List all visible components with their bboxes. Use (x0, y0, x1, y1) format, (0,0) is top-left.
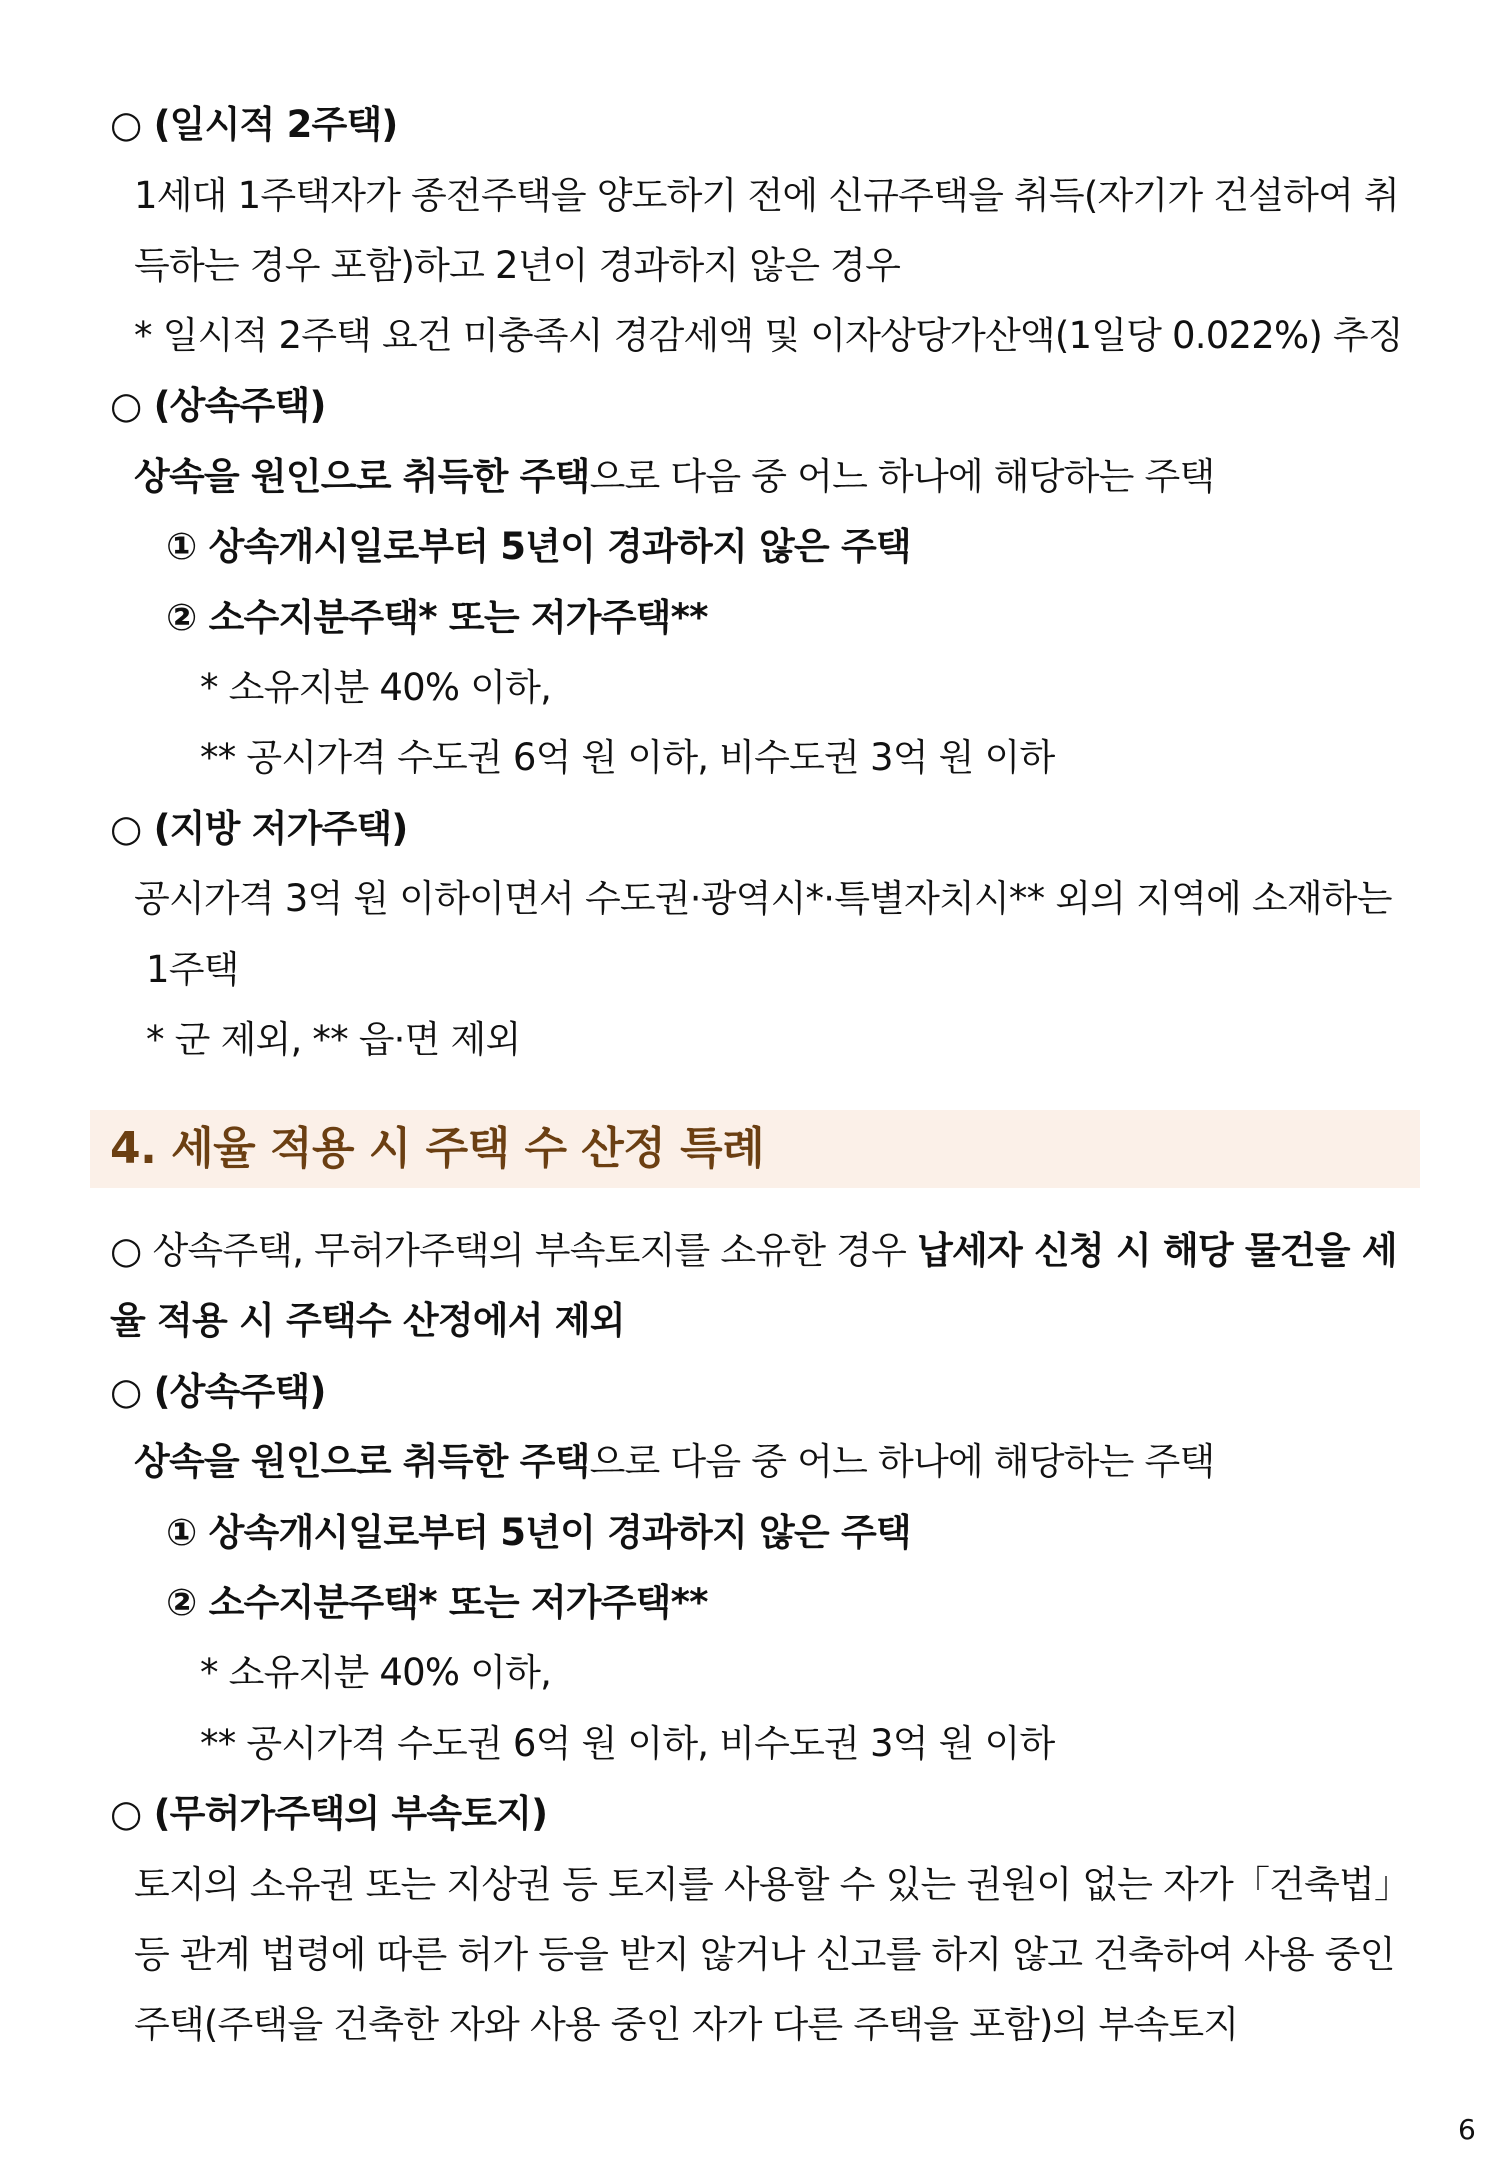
heading-inherited-home: ○ (상속주택) (110, 384, 326, 427)
paragraph-line: 1주택 (146, 948, 239, 991)
section-title: 4. 세율 적용 시 주택 수 산정 특례 (110, 1123, 765, 1174)
text-phrase: 으로 다음 중 어느 하나에 해당하는 주택 (589, 455, 1215, 498)
text-phrase: ○ 상속주택, 무허가주택의 부속토지를 소유한 경우 (110, 1229, 918, 1272)
footnote: ** 공시가격 수도권 6억 원 이하, 비수도권 3억 원 이하 (200, 1722, 1055, 1765)
bold-phrase: 상속을 원인으로 취득한 주택 (134, 455, 590, 498)
paragraph-line (134, 452, 1214, 502)
paragraph-line: 1세대 1주택자가 종전주택을 양도하기 전에 신규주택을 취득(자기가 건설하여 취 (134, 174, 1399, 217)
paragraph-line: 율 적용 시 주택수 산정에서 제외 (110, 1299, 625, 1342)
text-phrase: 으로 다음 중 어느 하나에 해당하는 주택 (589, 1440, 1215, 1483)
list-item: ① 상속개시일로부터 5년이 경과하지 않은 주택 (166, 525, 911, 568)
list-item: ② 소수지분주택* 또는 저가주택** (166, 596, 708, 639)
heading-unlicensed-home-land: ○ (무허가주택의 부속토지) (110, 1792, 548, 1835)
list-item: ② 소수지분주택* 또는 저가주택** (166, 1581, 708, 1624)
bold-phrase: 납세자 신청 시 해당 물건을 세 (917, 1229, 1397, 1272)
footnote: * 군 제외, ** 읍·면 제외 (146, 1018, 521, 1061)
footnote: * 일시적 2주택 요건 미충족시 경감세액 및 이자상당가산액(1일당 0.022%) 추징 (134, 314, 1403, 357)
paragraph-line: 득하는 경우 포함)하고 2년이 경과하지 않은 경우 (134, 244, 901, 287)
paragraph-line (134, 1437, 1214, 1487)
paragraph-line (110, 1226, 1397, 1276)
list-item: ① 상속개시일로부터 5년이 경과하지 않은 주택 (166, 1511, 911, 1554)
heading-local-low-price-home: ○ (지방 저가주택) (110, 807, 408, 850)
paragraph-line: 토지의 소유권 또는 지상권 등 토지를 사용할 수 있는 권원이 없는 자가「건축법」 (134, 1863, 1411, 1906)
paragraph-line: 공시가격 3억 원 이하이면서 수도권·광역시*·특별자치시** 외의 지역에 소재하는 (134, 877, 1392, 920)
footnote: * 소유지분 40% 이하, (200, 1651, 552, 1694)
footnote: ** 공시가격 수도권 6억 원 이하, 비수도권 3억 원 이하 (200, 736, 1055, 779)
heading-inherited-home: ○ (상속주택) (110, 1370, 326, 1413)
paragraph-line: 등 관계 법령에 따른 허가 등을 받지 않거나 신고를 하지 않고 건축하여 사용 중인 (134, 1933, 1395, 1976)
bold-phrase: 상속을 원인으로 취득한 주택 (134, 1440, 590, 1483)
paragraph-line: 주택(주택을 건축한 자와 사용 중인 자가 다른 주택을 포함)의 부속토지 (134, 2003, 1239, 2046)
footnote: * 소유지분 40% 이하, (200, 666, 552, 709)
page-number: 6 (1458, 2113, 1476, 2146)
heading-temporary-two-homes: ○ (일시적 2주택) (110, 103, 398, 146)
